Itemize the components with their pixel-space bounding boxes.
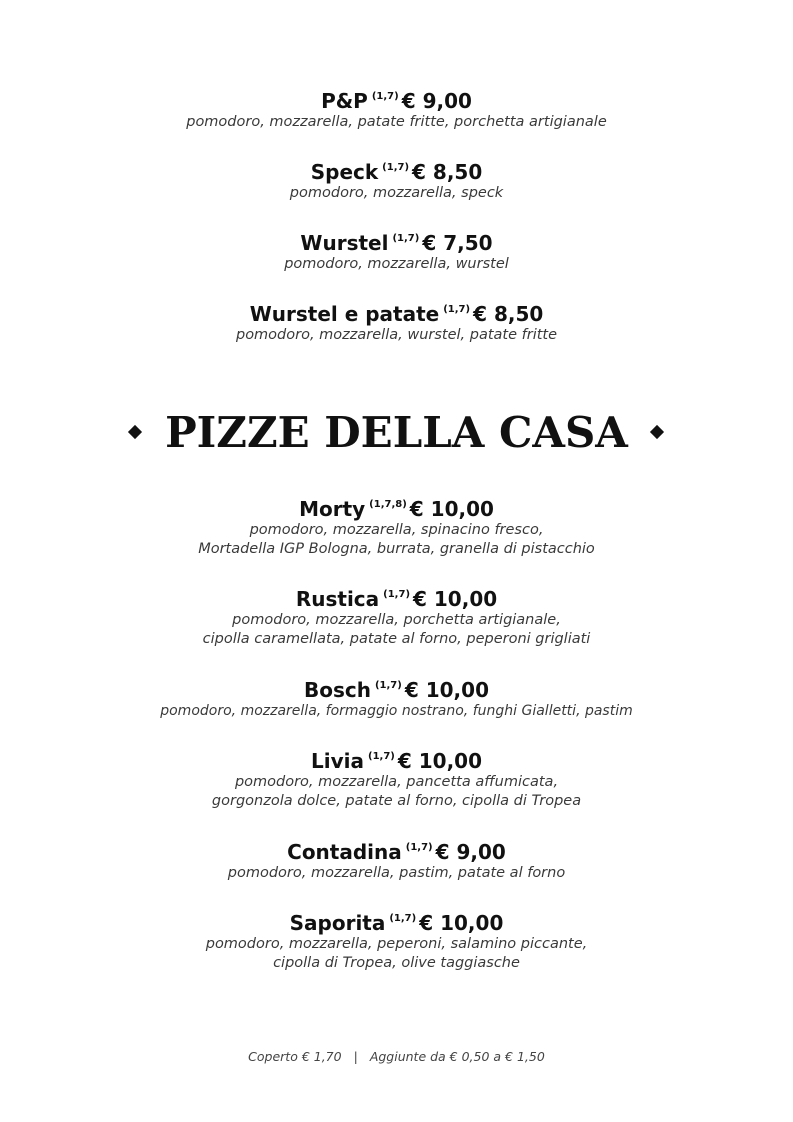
- item-description-line: pomodoro, mozzarella, speck: [289, 185, 504, 201]
- menu-item-livia: [0, 749, 793, 811]
- item-name: Wurstel e patate: [249, 302, 440, 326]
- item-name: Saporita: [289, 911, 386, 935]
- item-allergens: (1,7): [374, 680, 402, 691]
- menu-item-wurstel: [0, 231, 793, 274]
- item-name: Rustica: [295, 587, 380, 611]
- item-price: € 8,50: [412, 160, 483, 184]
- menu-item-speck: [0, 160, 793, 203]
- item-description: [0, 184, 793, 203]
- menu-item-rustica: [0, 587, 793, 649]
- item-allergens: (1,7): [443, 304, 471, 315]
- item-price: € 10,00: [397, 749, 482, 773]
- menu-item-morty: [0, 497, 793, 559]
- section-title: PIZZE DELLA CASA: [165, 408, 628, 457]
- item-title: [0, 911, 793, 935]
- item-description: [0, 255, 793, 274]
- item-description: [0, 113, 793, 132]
- item-description-line: pomodoro, mozzarella, peperoni, salamino piccante,: [205, 936, 588, 952]
- item-title: [0, 497, 793, 521]
- item-allergens: (1,7): [368, 751, 395, 762]
- item-description: [0, 326, 793, 345]
- item-name: P&P: [321, 89, 368, 113]
- coperto-note: Coperto € 1,70: [248, 1049, 342, 1064]
- item-description-line: pomodoro, mozzarella, pancetta affumicata,: [234, 774, 559, 790]
- item-allergens: (1,7): [383, 589, 411, 600]
- item-title: [0, 840, 793, 864]
- item-name: Morty: [299, 497, 366, 521]
- item-description: [0, 935, 793, 973]
- item-description-line: gorgonzola dolce, patate al forno, cipolla di Tropea: [211, 793, 582, 809]
- item-price: € 7,50: [422, 231, 493, 255]
- item-allergens: (1,7): [405, 842, 433, 853]
- item-title: [0, 89, 793, 113]
- item-description-line: cipolla caramellata, patate al forno, peperoni grigliati: [202, 631, 591, 647]
- item-price: € 10,00: [413, 587, 498, 611]
- footer-separator: |: [353, 1049, 358, 1064]
- item-description-line: pomodoro, mozzarella, pastim, patate al forno: [227, 865, 566, 881]
- item-name: Wurstel: [300, 231, 389, 255]
- item-description: [0, 521, 793, 559]
- item-price: € 10,00: [404, 678, 489, 702]
- menu-item-wurstel-e-patate: [0, 302, 793, 345]
- item-description: [0, 611, 793, 649]
- item-allergens: (1,7): [371, 91, 399, 102]
- item-price: € 9,00: [435, 840, 506, 864]
- menu-item-contadina: [0, 840, 793, 883]
- item-allergens: (1,7): [389, 913, 417, 924]
- item-description-line: pomodoro, mozzarella, porchetta artigianale,: [232, 612, 561, 628]
- item-title: [0, 231, 793, 255]
- item-title: [0, 587, 793, 611]
- item-allergens: (1,7): [382, 162, 410, 173]
- item-allergens: (1,7,8): [369, 499, 407, 510]
- item-description-line: pomodoro, mozzarella, wurstel, patate fritte: [235, 327, 558, 343]
- item-name: Speck: [310, 160, 379, 184]
- item-description: [0, 773, 793, 811]
- item-description-line: pomodoro, mozzarella, wurstel: [284, 256, 509, 272]
- item-title: [0, 749, 793, 773]
- item-title: [0, 160, 793, 184]
- item-price: € 10,00: [409, 497, 494, 521]
- menu-item-pp: [0, 89, 793, 132]
- item-title: [0, 678, 793, 702]
- menu-item-saporita: [0, 911, 793, 973]
- item-price: € 9,00: [401, 89, 472, 113]
- item-name: Livia: [311, 749, 364, 773]
- item-description-line: cipolla di Tropea, olive taggiasche: [273, 955, 520, 971]
- item-name: Contadina: [287, 840, 402, 864]
- item-price: € 8,50: [473, 302, 544, 326]
- item-price: € 10,00: [419, 911, 504, 935]
- item-description-line: Mortadella IGP Bologna, burrata, granella di pistacchio: [198, 541, 595, 557]
- item-description: [0, 702, 793, 721]
- item-allergens: (1,7): [392, 233, 420, 244]
- item-description-line: pomodoro, mozzarella, spinacino fresco,: [249, 522, 544, 538]
- item-description: [0, 864, 793, 883]
- item-title: [0, 302, 793, 326]
- footer-note: [0, 1049, 793, 1064]
- menu-item-bosch: [0, 678, 793, 721]
- item-description-line: pomodoro, mozzarella, formaggio nostrano, funghi Gialletti, pastim: [160, 703, 633, 719]
- aggiunte-note: Aggiunte da € 0,50 a € 1,50: [369, 1049, 545, 1064]
- item-description-line: pomodoro, mozzarella, patate fritte, porchetta artigianale: [186, 114, 607, 130]
- section-header: [0, 403, 793, 463]
- item-name: Bosch: [304, 678, 371, 702]
